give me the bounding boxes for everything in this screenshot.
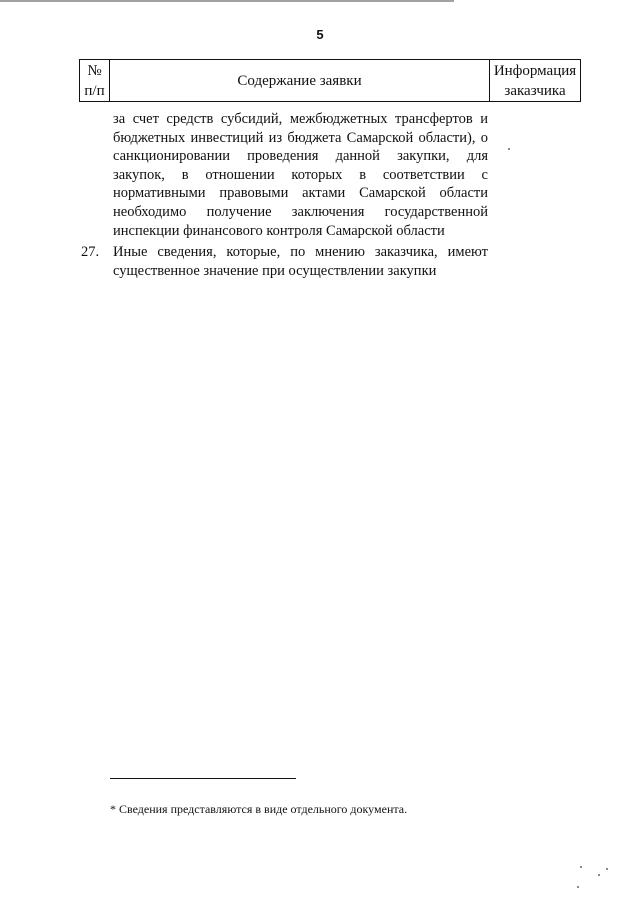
header-number-line2: п/п: [84, 82, 105, 99]
header-number-cell: [80, 60, 110, 101]
header-info-line1: Информация: [493, 62, 577, 79]
table-header: [79, 59, 581, 102]
header-info-line2: заказчика: [504, 82, 566, 99]
scan-artifact-line: [0, 0, 454, 2]
footnote-text: * Сведения представляются в виде отдельного документа.: [110, 802, 408, 816]
page-number: 5: [316, 27, 324, 42]
table-row-number: 27.: [81, 244, 100, 260]
scan-speck: [598, 874, 600, 876]
scan-speck: [577, 886, 579, 888]
header-number-line1: №: [87, 62, 102, 79]
header-content-label: Содержание заявки: [237, 72, 362, 89]
header-content-cell: [110, 60, 490, 101]
header-info-cell: [490, 60, 580, 101]
table-row-content: Иные сведения, которые, по мнению заказчика, имеют существенное значение при осуществлении закупки: [113, 244, 488, 279]
table-row-content: за счет средств субсидий, межбюджетных трансфертов и бюджетных инвестиций из бюджета Самарской области), о санкционировании проведения данной закупки, для закупок, в отношении которых в соответствии с нормативными правовыми актами Самарской области необходимо получение заключения государственной инспекции финансового контроля Самарской области: [113, 111, 488, 239]
scan-speck: [580, 866, 582, 868]
scan-speck: [606, 868, 608, 870]
footnote-divider: [110, 778, 296, 779]
scan-speck: [508, 148, 510, 150]
